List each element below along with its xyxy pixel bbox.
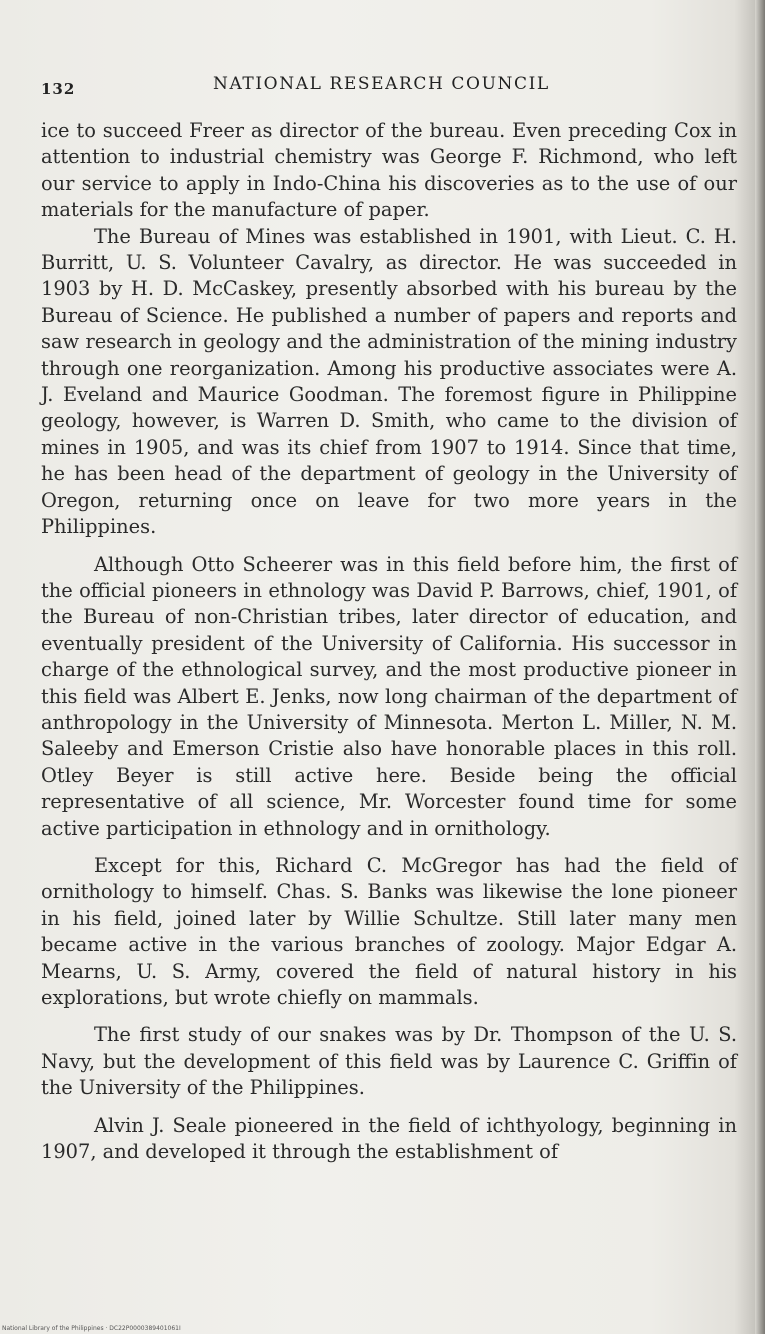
running-head: NATIONAL RESEARCH COUNCIL	[213, 74, 550, 94]
page-header	[41, 70, 741, 100]
paragraph-continuation: ice to succeed Freer as director of the bureau. Even preceding Cox in attention to industrial chemistry was George F. Richmond, who left our service to apply in Indo-China his discoveries as to the use of our materials for the manufacture of paper.	[41, 119, 737, 222]
paragraph-snakes: The first study of our snakes was by Dr. Thompson of the U. S. Navy, but the development of this field was by Laurence C. Griffin of the University of the Philippines.	[41, 1023, 737, 1100]
page-edge	[755, 0, 765, 1334]
paragraph-ethnology: Although Otto Scheerer was in this field before him, the first of the official pioneers in ethnology was David P. Barrows, chief, 1901, of the Bureau of non-Christian tribes, later director of education, and eventually president of the University of California. His successor in charge of the ethnological survey, and the most productive pioneer in this field was Albert E. Jenks, now long chairman of the department of anthropology in the University of Minnesota. Merton L. Miller, N. M. Saleeby and Emerson Cristie also have honorable places in this roll. Otley Beyer is still active here. Beside being the official representative of all science, Mr. Worcester found time for some active participation in ethnology and in ornithology.	[41, 552, 737, 840]
scan-footer: National Library of the Philippines · DC22P0000389401061I	[2, 1325, 181, 1332]
paragraph-bureau-of-mines: The Bureau of Mines was established in 1901, with Lieut. C. H. Burritt, U. S. Volunteer Cavalry, as director. He was succeeded in 1903 by H. D. McCaskey, presently absorbed with his bureau by the Bureau of Science. He published a number of papers and reports and saw research in geology and the administration of the mining industry through one reorganization. Among his productive associates were A. J. Eveland and Maurice Goodman. The foremost figure in Philippine geology, however, is Warren D. Smith, who came to the division of mines in 1905, and was its chief from 1907 to 1914. Since that time, he has been head of the department of geology in the University of Oregon, returning once on leave for two more years in the Philippines.	[41, 224, 737, 539]
paragraph-ornithology: Except for this, Richard C. McGregor has had the field of ornithology to himself. Chas. S. Banks was likewise the lone pioneer in his field, joined later by Willie Schultze. Still later many men became active in the various branches of zoology. Major Edgar A. Mearns, U. S. Army, covered the field of natural history in his explorations, but wrote chiefly on mammals.	[41, 853, 737, 1009]
body-text	[41, 118, 737, 1165]
paragraph-ichthyology: Alvin J. Seale pioneered in the field of ichthyology, beginning in 1907, and developed it through the establishment of	[41, 1113, 737, 1164]
page-number: 132	[41, 80, 76, 98]
